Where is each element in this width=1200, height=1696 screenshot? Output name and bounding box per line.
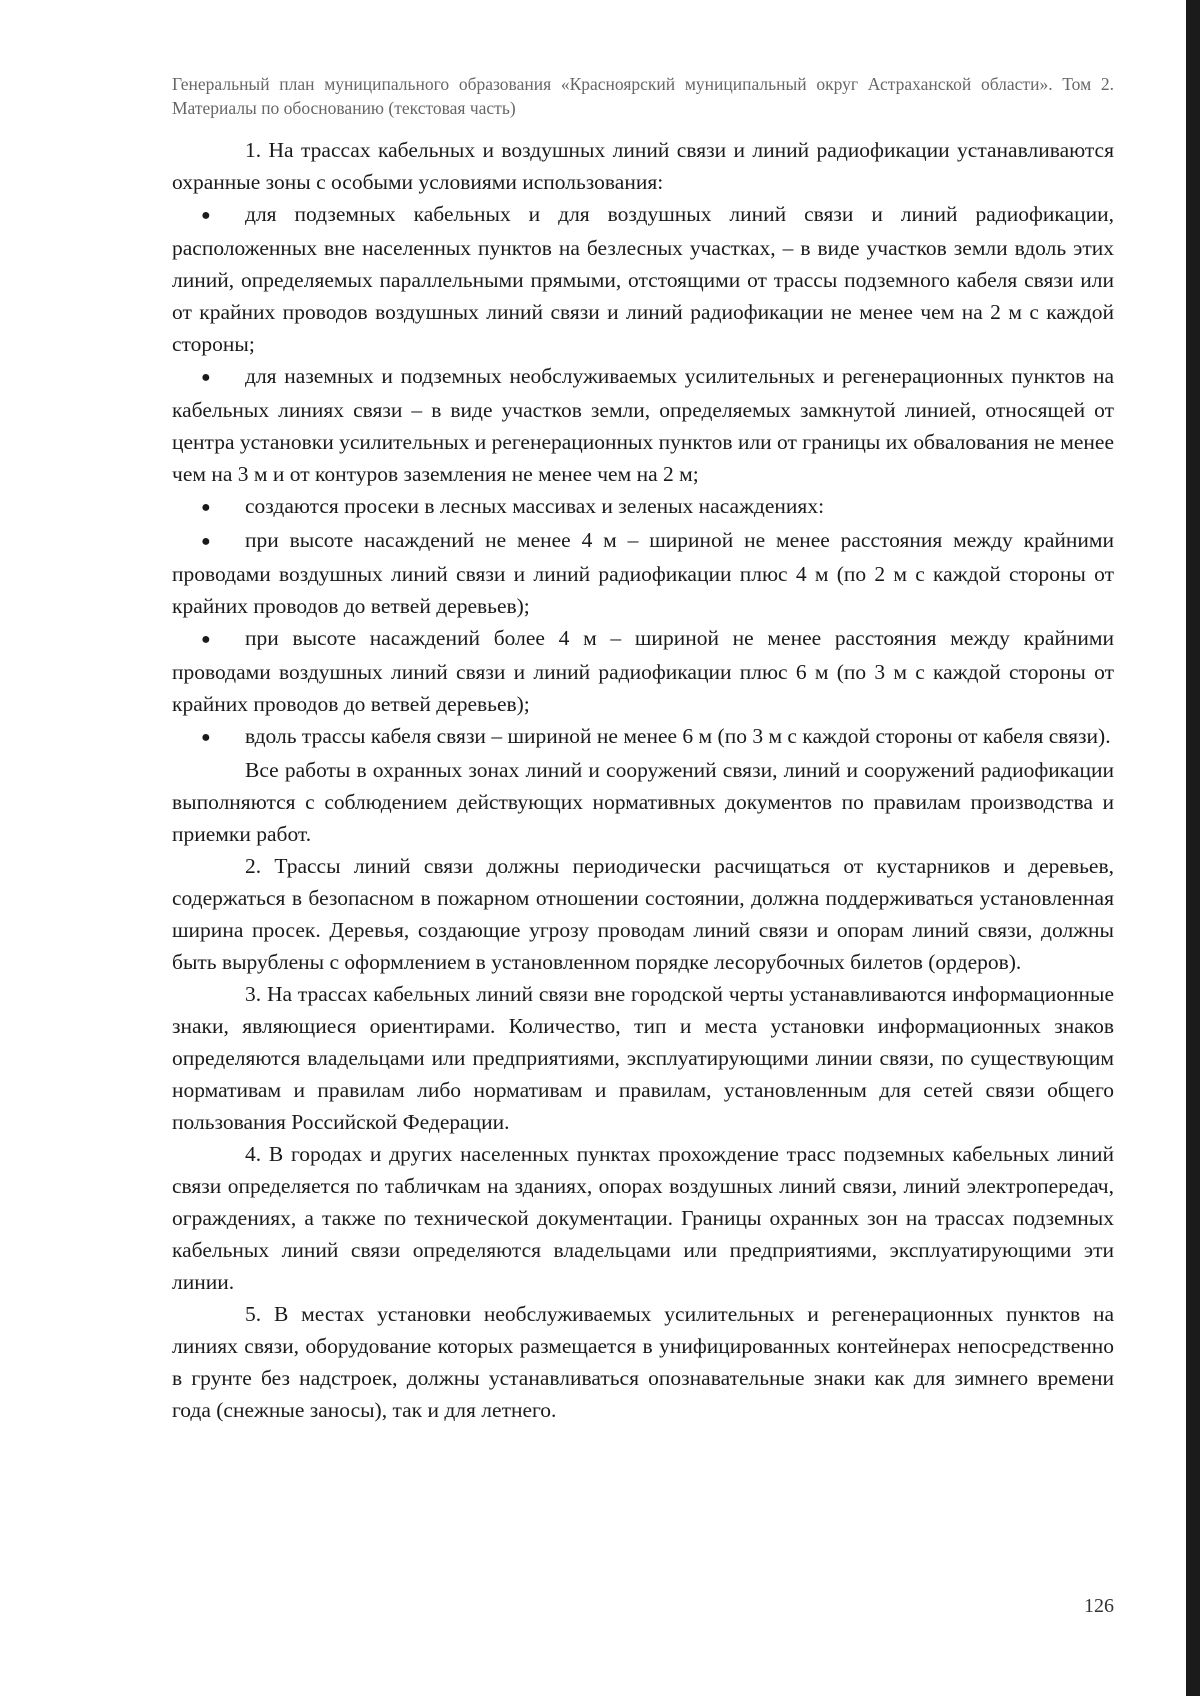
bullet-text: при высоте насаждений более 4 м – шириной не менее расстояния между крайними проводами воздушных линий связи и линий радиофикации плюс 6 м (по 3 м с каждой стороны от крайних проводов до ветвей деревьев); <box>172 626 1114 716</box>
paragraph: 4. В городах и других населенных пунктах прохождение трасс подземных кабельных линий связи определяется по табличкам на зданиях, опорах воздушных линий связи, линий электропередач, ограждениях, а также по технической документации. Границы охранных зон на трассах подземных кабельных линий связи определяются владельцами или предприятиями, эксплуатирующими эти линии. <box>172 1142 1114 1294</box>
bullet-text: для подземных кабельных и для воздушных линий связи и линий радиофикации, расположенных вне населенных пунктов на безлесных участках, – в виде участков земли вдоль этих линий, определяемых параллельными прямыми, отстоящими от трассы подземного кабеля связи или от крайних проводов воздушных линий связи и линий радиофикации не менее чем на 2 м с каждой стороны; <box>172 202 1114 356</box>
bullet-icon: ● <box>201 369 211 386</box>
bullet-text: вдоль трассы кабеля связи – шириной не менее 6 м (по 3 м с каждой стороны от кабеля связи). <box>245 724 1111 748</box>
bullet-item <box>172 524 1114 622</box>
paragraph: 5. В местах установки необслуживаемых усилительных и регенерационных пунктов на линиях связи, оборудование которых размещается в унифицированных контейнерах непосредственно в грунте без надстроек, должны устанавливаться опознавательные знаки как для зимнего времени года (снежные заносы), так и для летнего. <box>172 1302 1114 1422</box>
bullet-item <box>172 490 1114 524</box>
bullet-icon: ● <box>201 729 211 746</box>
bullet-icon: ● <box>201 499 211 516</box>
bullet-item <box>172 622 1114 720</box>
running-header: Генеральный план муниципального образования «Красноярский муниципальный округ Астраханской области». Том 2. Материалы по обоснованию (текстовая часть) <box>172 74 1114 118</box>
bullet-icon: ● <box>201 631 211 648</box>
bullet-item <box>172 360 1114 490</box>
document-page <box>172 72 1114 1426</box>
paragraph: Все работы в охранных зонах линий и сооружений связи, линий и сооружений радиофикации выполняются с соблюдением действующих нормативных документов по правилам производства и приемки работ. <box>172 758 1114 846</box>
bullet-item <box>172 198 1114 360</box>
bullet-text: при высоте насаждений не менее 4 м – шириной не менее расстояния между крайними проводами воздушных линий связи и линий радиофикации плюс 4 м (по 2 м с каждой стороны от крайних проводов до ветвей деревьев); <box>172 528 1114 618</box>
paragraph: 1. На трассах кабельных и воздушных линий связи и линий радиофикации устанавливаются охранные зоны с особыми условиями использования: <box>172 138 1114 194</box>
bullet-text: для наземных и подземных необслуживаемых усилительных и регенерационных пунктов на кабельных линиях связи – в виде участков земли, определяемых замкнутой линией, относящей от центра установки усилительных и регенерационных пунктов или от границы их обвалования не менее чем на 3 м и от контуров заземления не менее чем на 2 м; <box>172 364 1114 486</box>
page-edge <box>1186 0 1200 1696</box>
page-number: 126 <box>1084 1595 1114 1617</box>
bullet-icon: ● <box>201 533 211 550</box>
paragraph: 2. Трассы линий связи должны периодически расчищаться от кустарников и деревьев, содержаться в безопасном в пожарном отношении состоянии, должна поддерживаться установленная ширина просек. Деревья, создающие угрозу проводам линий связи и опорам линий связи, должны быть вырублены с оформлением в установленном порядке лесорубочных билетов (ордеров). <box>172 854 1114 974</box>
body-text <box>172 134 1114 1426</box>
bullet-icon: ● <box>201 207 211 224</box>
bullet-item <box>172 720 1114 754</box>
bullet-text: создаются просеки в лесных массивах и зеленых насаждениях: <box>245 494 825 518</box>
paragraph: 3. На трассах кабельных линий связи вне городской черты устанавливаются информационные знаки, являющиеся ориентирами. Количество, тип и места установки информационных знаков определяются владельцами или предприятиями, эксплуатирующими линии связи, по существующим нормативам и правилам либо нормативам и правилам, установленным для сетей связи общего пользования Российской Федерации. <box>172 982 1114 1134</box>
